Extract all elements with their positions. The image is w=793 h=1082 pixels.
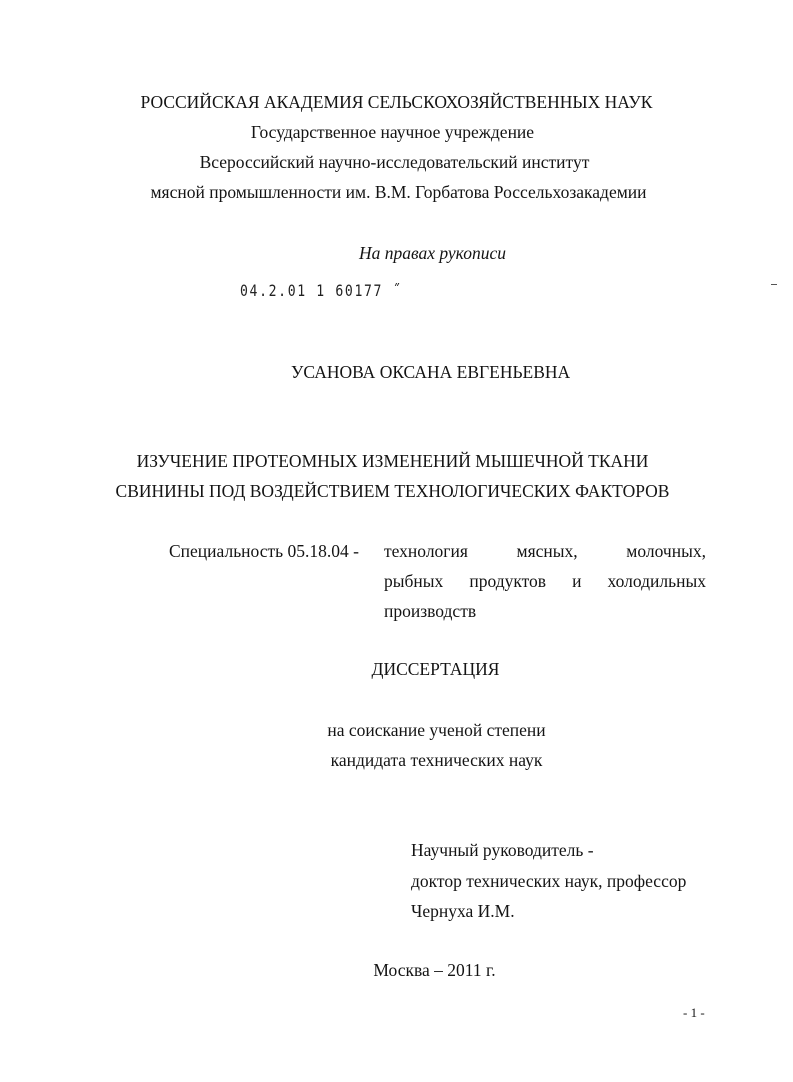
manuscript-note: На правах рукописи	[359, 243, 506, 263]
degree-line1: на соискание ученой степени	[327, 720, 546, 740]
specialty-row-1	[384, 541, 706, 561]
specialty-word: технология	[384, 541, 468, 561]
place-year: Москва – 2011 г.	[373, 960, 496, 980]
specialty-word: мясных,	[516, 541, 578, 561]
specialty-word: продуктов	[469, 571, 547, 591]
thesis-title-line2: СВИНИНЫ ПОД ВОЗДЕЙСТВИЕМ ТЕХНОЛОГИЧЕСКИХ ФАКТОРОВ	[115, 481, 670, 501]
institution-type: Государственное научное учреждение	[250, 122, 535, 142]
specialty-word: рыбных	[384, 571, 444, 591]
margin-mark	[771, 284, 777, 285]
registration-stamp: 04.2.01 1 60177 ˝	[240, 281, 403, 300]
supervisor-line2: доктор технических наук, профессор	[411, 871, 687, 891]
specialty-row-3: производств	[384, 601, 477, 621]
supervisor-name: Чернуха И.М.	[411, 901, 515, 921]
thesis-title-line1: ИЗУЧЕНИЕ ПРОТЕОМНЫХ ИЗМЕНЕНИЙ МЫШЕЧНОЙ ТКАНИ	[136, 451, 649, 471]
document-type: ДИССЕРТАЦИЯ	[371, 659, 500, 679]
specialty-word: холодильных	[607, 571, 706, 591]
supervisor-line1: Научный руководитель -	[411, 840, 594, 860]
author-name: УСАНОВА ОКСАНА ЕВГЕНЬЕВНА	[291, 362, 571, 382]
degree-line2: кандидата технических наук	[330, 750, 543, 770]
institute-name-line1: Всероссийский научно-исследовательский институт	[199, 152, 590, 172]
specialty-label: Специальность 05.18.04 -	[169, 541, 359, 561]
academy-name: РОССИЙСКАЯ АКАДЕМИЯ СЕЛЬСКОХОЗЯЙСТВЕННЫХ НАУК	[140, 92, 653, 112]
specialty-row-2	[384, 571, 706, 591]
specialty-word: и	[572, 571, 582, 591]
page-number: - 1 -	[683, 1005, 705, 1020]
specialty-word: молочных,	[626, 541, 706, 561]
institute-name-line2: мясной промышленности им. В.М. Горбатова Россельхозакадемии	[150, 182, 647, 202]
